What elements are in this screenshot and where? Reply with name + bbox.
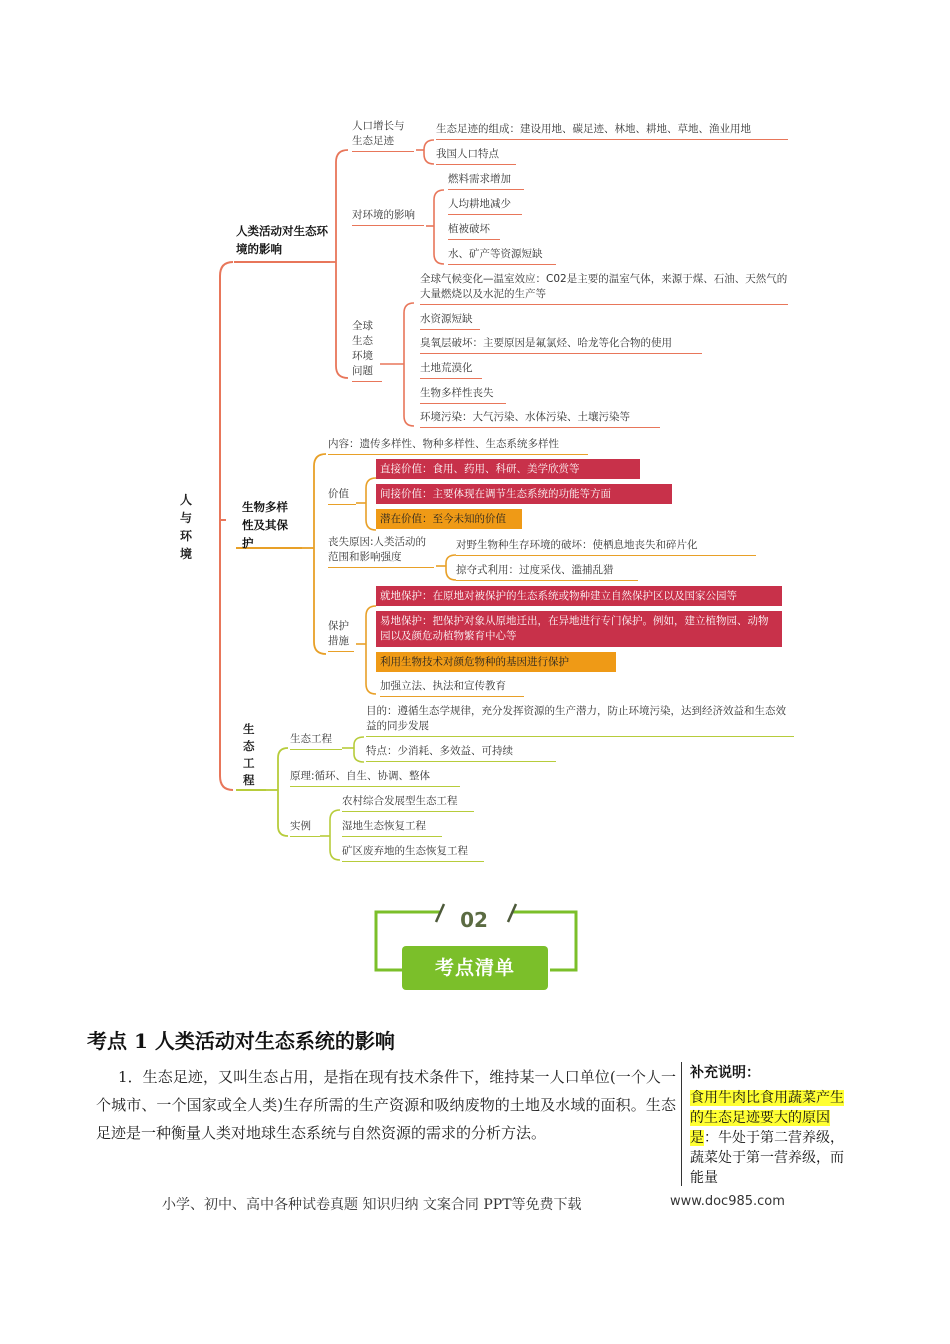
sub-label: 价值 — [328, 487, 356, 505]
leaf: 植被破坏 — [448, 222, 500, 240]
root-char: 环 — [180, 529, 193, 543]
branch-title: 人类活动对生态环境的影响 — [236, 224, 328, 256]
leaf: 水、矿产等资源短缺 — [448, 247, 556, 265]
leaf: 对野生物种生存环境的破坏：使栖息地丧失和碎片化 — [456, 538, 756, 556]
leaf: 环境污染：大气污染、水体污染、土壤污染等 — [420, 410, 660, 428]
badge-label: 考点清单 — [402, 946, 548, 990]
highlight-leaf: 易地保护：把保护对象从原地迁出，在异地进行专门保护。例如，建立植物园、动物园以及颜危动植物繁育中心等 — [376, 611, 782, 647]
leaf: 原理:循环、自生、协调、整体 — [290, 769, 460, 787]
root-char: 境 — [180, 547, 193, 561]
branch-title: 生物多样性及其保护 — [242, 500, 288, 550]
root-char: 与 — [180, 511, 193, 525]
highlight-leaf: 直接价值：食用、药用、科研、美学欣赏等 — [376, 459, 640, 479]
sub-label: 实例 — [290, 819, 320, 837]
highlight-leaf: 间接价值：主要体现在调节生态系统的功能等方面 — [376, 484, 672, 504]
sub-label: 丧失原因:人类活动的范围和影响强度 — [328, 535, 434, 568]
sidebar-note — [681, 1062, 847, 1186]
sidebar-highlight: 食用牛肉比食用蔬菜产生的生态足迹要大的原因是 — [690, 1090, 844, 1146]
leaf: 湿地生态恢复工程 — [342, 819, 442, 837]
footer-text: 小学、初中、高中各种试卷真题 知识归纳 文案合同 PPT等免费下载 — [162, 1197, 582, 1213]
leaf: 内容：遗传多样性、物种多样性、生态系统多样性 — [328, 437, 588, 455]
sub-label: 全球生态环境问题 — [352, 319, 382, 382]
branch-char: 生 — [243, 722, 255, 736]
footer-url[interactable]: www.doc985.com — [670, 1194, 785, 1209]
leaf: 臭氧层破坏：主要原因是氟氯烃、哈龙等化合物的使用 — [420, 336, 702, 354]
sidebar-title: 补充说明： — [690, 1065, 760, 1081]
leaf: 水资源短缺 — [420, 312, 480, 330]
leaf: 生物多样性丧失 — [420, 386, 506, 404]
sub-label: 保护措施 — [328, 619, 354, 652]
leaf: 我国人口特点 — [436, 147, 516, 165]
leaf: 特点：少消耗、多效益、可持续 — [366, 744, 556, 762]
branch-char: 态 — [243, 739, 255, 753]
highlight-leaf: 利用生物技术对颜危物种的基因进行保护 — [376, 652, 616, 672]
root-char: 人 — [180, 493, 193, 507]
sidebar-rest: ：牛处于第二营养级，蔬菜处于第一营养级，而能量 — [690, 1130, 844, 1186]
highlight-leaf: 就地保护：在原地对被保护的生态系统或物种建立自然保护区以及国家公园等 — [376, 586, 782, 606]
sub-label: 生态工程 — [290, 732, 342, 750]
branch-char: 工 — [243, 756, 255, 770]
branch-char: 程 — [243, 773, 255, 787]
sidebar-body — [690, 1088, 847, 1186]
leaf: 燃料需求增加 — [448, 172, 524, 190]
leaf: 加强立法、执法和宣传教育 — [380, 679, 524, 697]
leaf: 农村综合发展型生态工程 — [342, 794, 474, 812]
leaf: 目的：遵循生态学规律，充分发挥资源的生产潜力，防止环境污染，达到经济效益和生态效益的同步发展 — [366, 704, 794, 737]
highlight-leaf: 潜在价值：至今未知的价值 — [376, 509, 522, 529]
sub-label: 人口增长与生态足迹 — [352, 119, 414, 152]
leaf: 掠夺式利用：过度采伐、滥捕乱猎 — [456, 563, 638, 581]
section-title: 考点 1 人类活动对生态系统的影响 — [87, 1029, 395, 1053]
section-paragraph: 1．生态足迹，又叫生态占用，是指在现有技术条件下，维持某一人口单位(一个人一个城市、一个国家或全人类)生存所需的生产资源和吸纳废物的土地及水域的面积。生态足迹是一种衡量人类对地球生态系统与自然资源的需求的分析方法。 — [96, 1068, 676, 1142]
leaf: 土地荒漠化 — [420, 361, 482, 379]
sub-label: 对环境的影响 — [352, 208, 424, 226]
leaf: 生态足迹的组成：建设用地、碳足迹、林地、耕地、草地、渔业用地 — [436, 122, 788, 140]
badge-number: 02 — [460, 908, 488, 932]
leaf: 人均耕地减少 — [448, 197, 522, 215]
leaf: 全球气候变化—温室效应：C02是主要的温室气体，来源于煤、石油、天然气的大量燃烧以及水泥的生产等 — [420, 272, 788, 305]
leaf: 矿区废弃地的生态恢复工程 — [342, 844, 484, 862]
